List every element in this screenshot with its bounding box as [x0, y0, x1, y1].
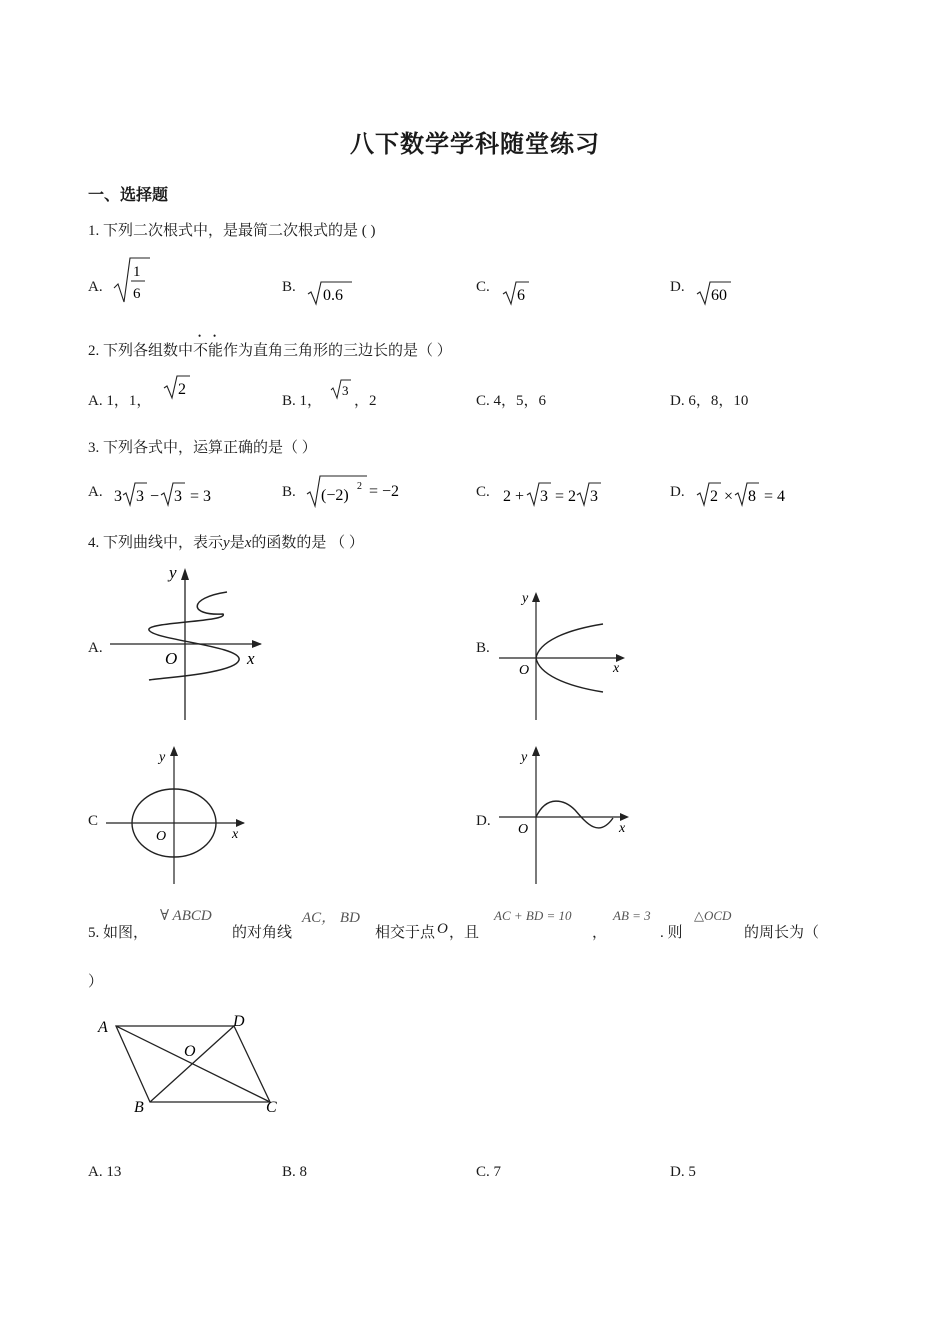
q4-c-y-arrow [170, 746, 178, 756]
q4-a-label-x: x [247, 649, 255, 668]
q3-d-root1: 2 [710, 488, 718, 505]
q2-emphasis-neng: 能 [208, 343, 224, 359]
q2-c-letter: C. [476, 393, 490, 409]
q5-t4: . 则 [660, 925, 683, 941]
q2-emphasis-bu: 不 [193, 343, 209, 359]
q4-graph-d [495, 742, 635, 887]
q5-option-c [476, 1164, 501, 1181]
q1-option-d-letter: D. [670, 279, 685, 295]
q2-a-text: 1，1， [106, 393, 152, 409]
q2-b-letter: B. [282, 393, 296, 409]
q5-label-c: C [266, 1099, 277, 1116]
q4-graph-c [100, 742, 250, 887]
q2-b-radicand: 3 [342, 383, 349, 398]
q3-c-pre: 2 + [503, 488, 525, 505]
q4-a-curve [149, 592, 239, 680]
q1-c-radicand: 6 [517, 287, 525, 304]
q4-d-label-x: x [619, 821, 626, 836]
q4-graph-b [495, 586, 635, 726]
q5-a-text: 13 [106, 1164, 122, 1180]
q5-diagonal-ac [116, 1026, 270, 1102]
q1-d-radicand: 60 [711, 287, 727, 304]
q2-option-a-root [162, 374, 192, 400]
page-title: 八下数学学科随堂练习 [350, 132, 600, 158]
q3-a-pre: 3 [114, 488, 122, 505]
q2-b-after: ，2 [354, 393, 377, 409]
q3-option-c-math [501, 481, 611, 507]
q3-c-root1: 3 [540, 488, 548, 505]
q3-option-a-math [112, 481, 222, 507]
q5-t1: 的对角线 [232, 925, 293, 941]
q1-option-b-letter: B. [282, 279, 296, 295]
q5-condition-1: AC + BD = 10 [494, 908, 572, 923]
q1-stem: 1. 下列二次根式中，是最简二次根式的是 ( ) [88, 223, 376, 239]
q4-c-label-x: x [232, 827, 239, 842]
q5-condition-2: AB = 3 [613, 908, 651, 923]
q5-triangle: △OCD [694, 908, 732, 923]
q5-comma: ， [592, 925, 608, 941]
q1-option-b-math [306, 280, 356, 306]
q4-d-label-o: O [518, 822, 529, 837]
q3-d-times: × [724, 488, 734, 505]
q1-b-radicand: 0.6 [323, 287, 343, 304]
q3-a-root2: 3 [174, 488, 182, 505]
q2-b-text: 1， [299, 393, 323, 409]
q4-a-letter: A. [88, 640, 103, 656]
q2-d-text: 6，8，10 [688, 393, 749, 409]
q5-t5: 的周长为（ [744, 925, 820, 941]
q3-option-d-math [695, 481, 805, 507]
q4-a-label-o: O [165, 649, 178, 668]
q3-a-root1: 3 [136, 488, 144, 505]
q3-b-exp: 2 [357, 481, 362, 492]
q5-option-d [670, 1164, 696, 1181]
q4-a-y-arrow [181, 568, 189, 580]
q1-option-a-math [112, 254, 152, 306]
q5-diagonals: AC， BD [302, 910, 360, 926]
q5-b-text: 8 [299, 1164, 308, 1180]
q2-a-letter: A. [88, 393, 103, 409]
q3-a-minus: − [150, 488, 160, 505]
q1-option-c-letter: C. [476, 279, 490, 295]
q2-stem-pre: 2. 下列各组数中 [88, 343, 194, 359]
q3-c-letter: C. [476, 484, 490, 500]
q5-parallelogram: ∀ ABCD [160, 908, 212, 924]
q4-b-label-x: x [613, 661, 620, 676]
q2-stem [88, 339, 452, 360]
q5-a-letter: A. [88, 1164, 103, 1180]
q1-option-a-letter: A. [88, 279, 103, 295]
q4-c-x-arrow [236, 819, 245, 827]
q3-c-eq: = 2 [555, 488, 577, 505]
q5-label-o: O [184, 1043, 196, 1060]
q4-stem-mid: 是 [229, 535, 245, 551]
q4-stem-pre: 4. 下列曲线中，表示 [88, 535, 224, 551]
q1-a-num: 1 [133, 264, 141, 280]
q5-diagonal-bd [150, 1026, 234, 1102]
q4-graph-a [105, 560, 270, 725]
q5-point-o: O [437, 921, 448, 937]
section-heading: 一、选择题 [88, 187, 169, 204]
q4-a-label-y: y [169, 563, 177, 582]
q3-d-eq: = 4 [764, 488, 786, 505]
q4-b-label-o: O [519, 663, 530, 678]
q4-a-x-arrow [252, 640, 262, 648]
q2-option-c [476, 389, 546, 410]
q5-c-text: 7 [493, 1164, 502, 1180]
q5-option-a [88, 1164, 121, 1181]
q4-d-curve [536, 801, 613, 828]
q1-option-c-math [501, 280, 531, 306]
q4-var-x: x [244, 535, 252, 551]
q2-stem-post: 作为直角三角形的三边长的是（ ） [223, 343, 452, 359]
q1-a-den: 6 [133, 286, 141, 302]
q4-d-label-y: y [521, 750, 528, 765]
q3-stem: 3. 下列各式中，运算正确的是（ ） [88, 440, 317, 456]
q3-b-inner: (−2) [321, 487, 349, 504]
q4-c-label-y: y [159, 750, 166, 765]
q5-close-paren: ） [88, 974, 104, 990]
q2-option-d [670, 389, 748, 410]
q2-option-b [282, 389, 322, 410]
q4-d-letter: D. [476, 813, 491, 829]
q3-d-letter: D. [670, 484, 685, 500]
q4-c-label-o: O [156, 829, 167, 844]
q3-option-b-math [305, 474, 415, 508]
q5-label-a: A [98, 1019, 108, 1036]
q4-b-label-y: y [522, 591, 529, 606]
q4-b-y-arrow [532, 592, 540, 602]
q5-stem-pre: 5. 如图， [88, 925, 149, 941]
q5-c-letter: C. [476, 1164, 490, 1180]
q5-b-letter: B. [282, 1164, 296, 1180]
q2-a-radicand: 2 [178, 381, 186, 398]
q3-b-eq: = −2 [369, 483, 400, 500]
q3-d-root2: 8 [748, 488, 756, 505]
q3-a-eq: = 3 [190, 488, 212, 505]
q5-figure [92, 1008, 292, 1118]
q2-option-a [88, 389, 151, 410]
q3-c-root2: 3 [590, 488, 598, 505]
q5-d-letter: D. [670, 1164, 685, 1180]
q5-option-b [282, 1164, 307, 1181]
q1-option-d-math [695, 280, 735, 306]
q4-d-x-arrow [620, 813, 629, 821]
q5-t2: 相交于点 [375, 925, 436, 941]
q4-c-letter: C [88, 813, 99, 829]
q5-label-b: B [134, 1099, 144, 1116]
q4-d-y-arrow [532, 746, 540, 756]
q2-d-letter: D. [670, 393, 685, 409]
q2-option-b-root [329, 378, 353, 400]
q4-stem [88, 531, 364, 552]
q5-t3: ，且 [449, 925, 480, 941]
q4-b-letter: B. [476, 640, 490, 656]
q2-c-text: 4，5，6 [493, 393, 547, 409]
q3-b-letter: B. [282, 484, 296, 500]
q5-label-d: D [233, 1013, 245, 1030]
q4-var-y: y [223, 535, 230, 551]
q5-d-text: 5 [688, 1164, 696, 1180]
q4-stem-post: 的函数的是 （ ） [251, 535, 364, 551]
q3-a-letter: A. [88, 484, 103, 500]
